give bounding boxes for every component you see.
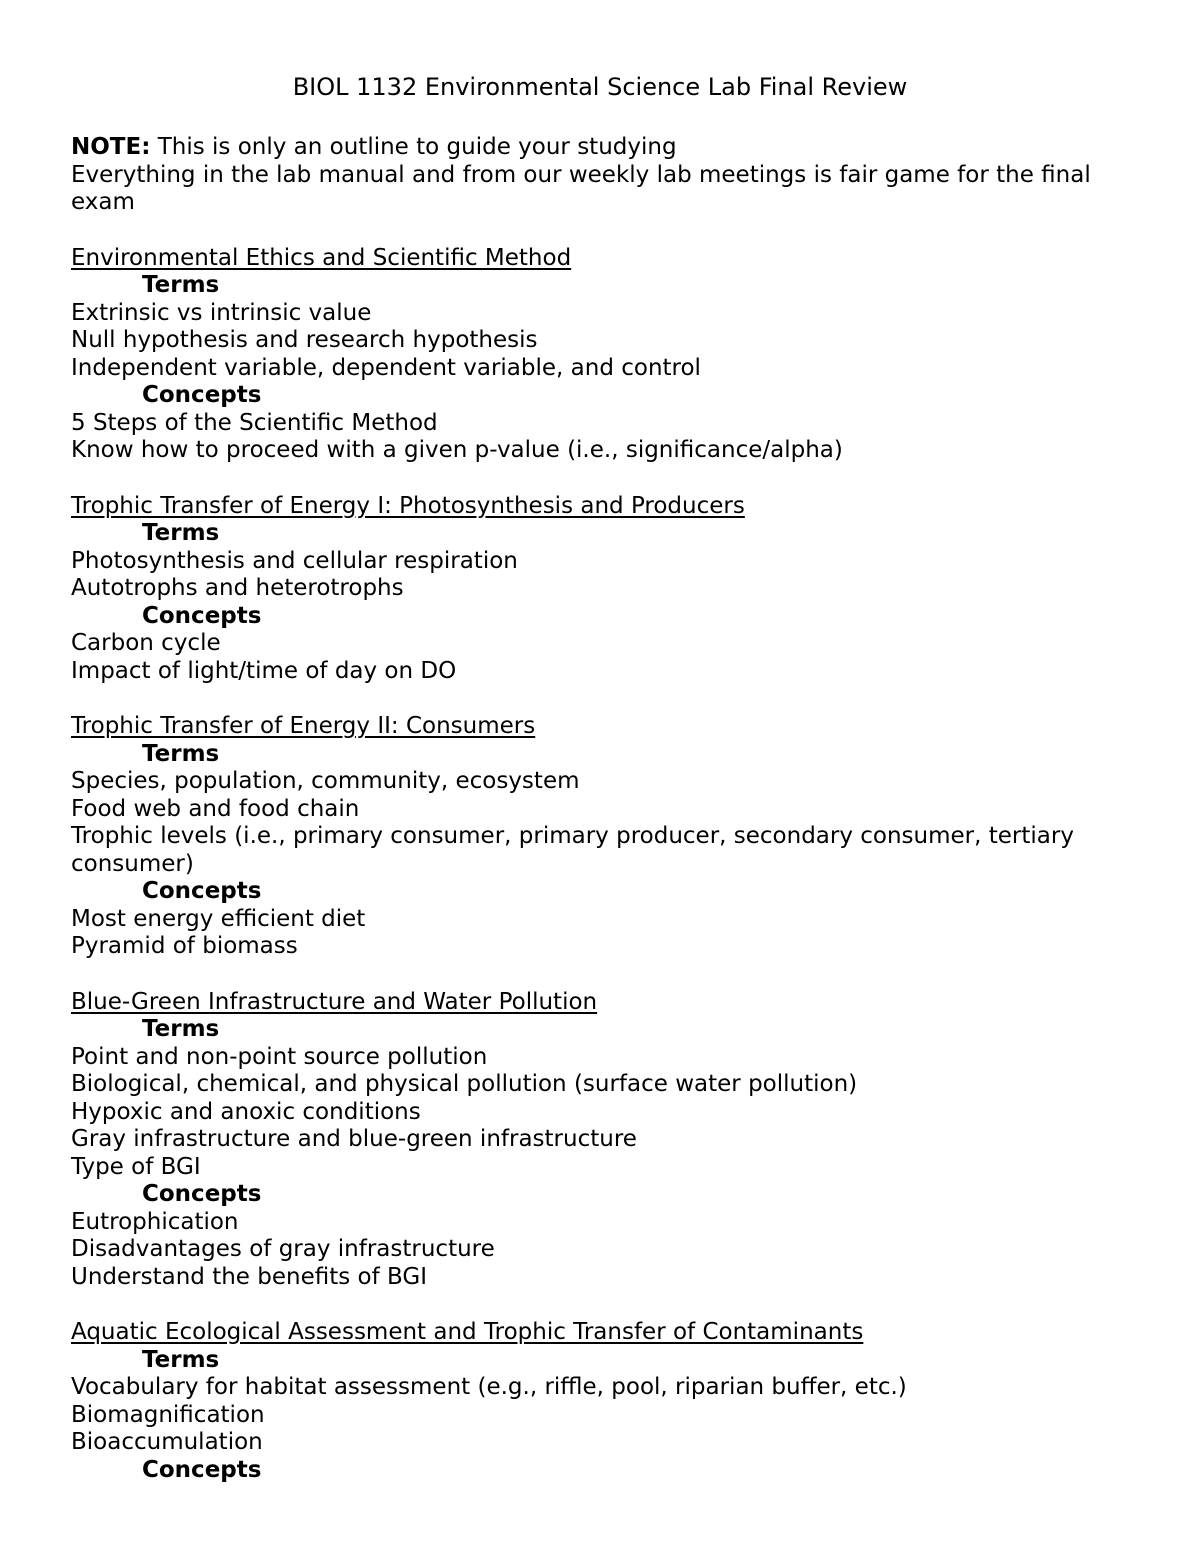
concept-item: Impact of light/time of day on DO [71, 657, 457, 684]
note-text: This is only an outline to guide your studying [150, 134, 677, 160]
terms-label: Terms [142, 1016, 220, 1042]
concept-item: Know how to proceed with a given p-value (i.e., significance/alpha) [71, 437, 843, 463]
concept-item: Most energy efficient diet [71, 905, 366, 932]
review-sections [71, 245, 1131, 1485]
section-heading: Trophic Transfer of Energy II: Consumers [71, 713, 536, 739]
terms-list [71, 1374, 1131, 1457]
document-body [71, 134, 1131, 1484]
review-section [71, 1319, 1131, 1484]
terms-list [71, 768, 1131, 878]
term-item: Vocabulary for habitat assessment (e.g., riffle, pool, riparian buffer, etc.) [71, 1374, 907, 1400]
review-section [71, 245, 1131, 465]
concept-item: 5 Steps of the Scientific Method [71, 409, 438, 436]
term-item: Independent variable, dependent variable, and control [71, 354, 701, 381]
concepts-list [71, 1209, 1131, 1292]
term-item: Extrinsic vs intrinsic value [71, 299, 372, 326]
concept-item: Pyramid of biomass [71, 933, 298, 959]
review-section [71, 989, 1131, 1292]
section-heading: Environmental Ethics and Scientific Method [71, 244, 572, 271]
concepts-list [71, 906, 1131, 961]
concept-item: Eutrophication [71, 1208, 239, 1235]
term-item: Food web and food chain [71, 795, 360, 822]
term-item: Photosynthesis and cellular respiration [71, 547, 518, 574]
terms-label: Terms [142, 740, 220, 767]
note-block [71, 134, 1131, 217]
note-line-2: Everything in the lab manual and from our weekly lab meetings is fair game for the final exam [71, 161, 1091, 215]
concepts-label: Concepts [142, 602, 262, 629]
review-section [71, 713, 1131, 961]
terms-list [71, 548, 1131, 603]
term-item: Species, population, community, ecosystem [71, 768, 580, 794]
review-section [71, 493, 1131, 686]
concepts-label: Concepts [142, 1456, 262, 1483]
concept-item: Disadvantages of gray infrastructure [71, 1236, 495, 1262]
section-heading: Blue-Green Infrastructure and Water Pollution [71, 988, 598, 1015]
section-heading: Aquatic Ecological Assessment and Trophic Transfer of Contaminants [71, 1319, 864, 1345]
terms-list [71, 1044, 1131, 1182]
term-item: Point and non-point source pollution [71, 1043, 488, 1070]
concepts-label: Concepts [142, 1181, 262, 1207]
concept-item: Carbon cycle [71, 630, 221, 656]
terms-label: Terms [142, 1346, 220, 1373]
terms-list [71, 300, 1131, 383]
terms-label: Terms [142, 520, 220, 546]
term-item: Biological, chemical, and physical pollution (surface water pollution) [71, 1071, 858, 1097]
term-item: Trophic levels (i.e., primary consumer, primary producer, secondary consumer, tertiary consumer) [71, 823, 1074, 877]
note-label: NOTE: [71, 134, 151, 160]
term-item: Type of BGI [71, 1153, 201, 1180]
document-title: BIOL 1132 Environmental Science Lab Final Review [292, 73, 908, 101]
concept-item: Understand the benefits of BGI [71, 1263, 427, 1290]
term-item: Autotrophs and heterotrophs [71, 575, 404, 601]
term-item: Bioaccumulation [71, 1429, 263, 1455]
term-item: Biomagnification [71, 1401, 265, 1428]
term-item: Gray infrastructure and blue-green infrastructure [71, 1126, 637, 1152]
note-line-1 [71, 134, 1131, 162]
term-item: Null hypothesis and research hypothesis [71, 327, 538, 353]
terms-label: Terms [142, 272, 220, 298]
concepts-label: Concepts [142, 382, 262, 408]
concepts-label: Concepts [142, 878, 262, 904]
term-item: Hypoxic and anoxic conditions [71, 1098, 421, 1125]
section-heading: Trophic Transfer of Energy I: Photosynthesis and Producers [71, 492, 745, 519]
concepts-list [71, 410, 1131, 465]
concepts-list [71, 630, 1131, 685]
